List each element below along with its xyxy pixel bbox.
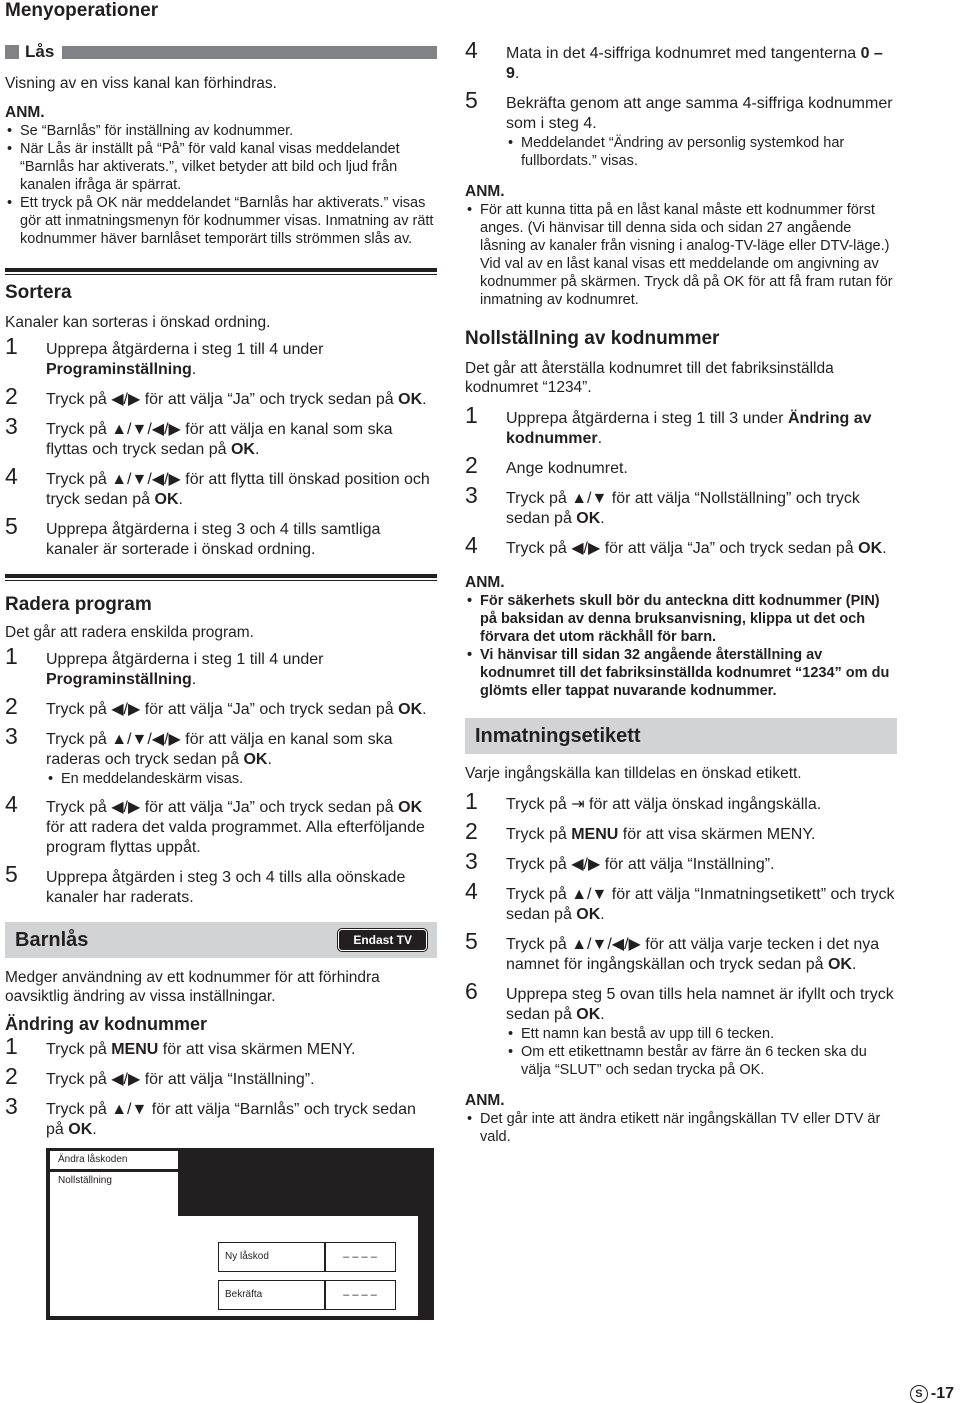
- step-text: Bekräfta genom att ange samma 4-siffriga kodnummer som i steg 4.: [506, 95, 893, 132]
- section-rule: [5, 268, 437, 275]
- barnlas-intro: Medger användning av ett kodnummer för att förhindra oavsiktlig ändring av vissa inställningar.: [5, 969, 380, 1005]
- nollstallning-anm: ANM.: [465, 574, 505, 591]
- barnlas-anm-bullet: • För att kunna titta på en låst kanal måste ett kodnummer först anges. (Vi hänvisar till denna sida och sidan 27 angående låsning av kanaler från visning i analog-TV-läge eller DTV-läge.) Vid val av en låst kanal visas ett meddelande om angivning av kodnummer på skärmen. Tryck då på OK för att få fram rutan för inmatning av kodnumret.: [465, 201, 897, 309]
- radera-title: Radera program: [5, 594, 152, 615]
- step-3: [465, 848, 897, 875]
- barnlas-title: Barnlås: [15, 928, 89, 951]
- page-number: -17: [930, 1385, 954, 1402]
- square-icon: [5, 45, 19, 59]
- step-text: Tryck på ▲/▼/◀/▶ för att välja en kanal som ska raderas och tryck sedan på: [46, 731, 393, 768]
- step-emphasis: OK: [398, 701, 423, 718]
- step-text: Upprepa åtgärderna i steg 1 till 4 under: [46, 651, 324, 668]
- step-number: 4: [465, 37, 478, 63]
- region-badge: S: [910, 1385, 928, 1403]
- step-2: [465, 452, 897, 479]
- step-5: [5, 513, 437, 560]
- step-sub-bullet: • Om ett etikettnamn består av färre än 6 tecken ska du välja “SLUT” och sedan trycka på OK.: [506, 1043, 897, 1079]
- step-5: [465, 928, 897, 975]
- nollstallning-bullet-2: • Vi hänvisar till sidan 32 angående återställning av kodnumret till det fabriksinställda kodnumret “1234” om du glömts eller tappat nuvarande kodnummer.: [465, 646, 897, 700]
- barnlas-header: [5, 922, 437, 958]
- step-1: [5, 643, 437, 690]
- new-code-field: – – – –: [324, 1242, 396, 1272]
- step-text: för att visa skärmen MENY.: [158, 1041, 356, 1058]
- barnlas-steps: [5, 1033, 437, 1140]
- step-sub-bullet: • Ett namn kan bestå av upp till 6 tecken.: [506, 1025, 897, 1043]
- step-emphasis: OK: [230, 441, 255, 458]
- new-code-label: Ny låskod: [218, 1242, 326, 1272]
- step-text: .: [600, 510, 605, 527]
- step-emphasis: OK: [154, 491, 179, 508]
- step-number: 4: [465, 532, 478, 558]
- step-text: .: [514, 65, 520, 82]
- las-anm: ANM.: [5, 104, 45, 121]
- confirm-code-field: – – – –: [324, 1280, 396, 1310]
- step-text: Tryck på ▲/▼/◀/▶ för att flytta till önskad position och tryck sedan på: [46, 471, 430, 508]
- step-text: .: [191, 671, 197, 688]
- step-emphasis: OK: [398, 391, 423, 408]
- step-3: [465, 482, 897, 529]
- step-text: Upprepa åtgärderna i steg 1 till 3 under: [506, 410, 788, 427]
- step-4: [465, 37, 897, 84]
- las-intro: Visning av en viss kanal kan förhindras.: [5, 75, 277, 92]
- inmatning-title: Inmatningsetikett: [475, 724, 641, 747]
- menu-item-andra-laskoden: Ändra låskoden: [50, 1151, 178, 1169]
- step-text: för att radera det valda programmet. Alla efterföljande program flyttas uppåt.: [46, 819, 425, 856]
- step-emphasis: OK: [68, 1121, 93, 1138]
- step-text: .: [178, 491, 183, 508]
- las-heading: [5, 44, 437, 60]
- step-emphasis: Ändring av kodnummer: [506, 410, 872, 447]
- step-text: .: [191, 361, 197, 378]
- step-number: 5: [465, 87, 478, 113]
- step-text: för att visa skärmen MENY.: [618, 826, 816, 843]
- step-number: 2: [5, 383, 18, 409]
- step-text: Tryck på ◀/▶ för att välja “Ja” och tryck sedan på: [46, 701, 399, 718]
- step-text: .: [600, 1006, 605, 1023]
- step-sub-bullet: • En meddelandeskärm visas.: [46, 770, 437, 788]
- las-bullet-3: • Ett tryck på OK när meddelandet “Barnlås har aktiverats.” visas gör att inmatningsmenyn för kodnummer visas. Inmatning av rätt kodnummer häver barnlåset temporärt tills strömmen slås av.: [5, 194, 437, 248]
- step-emphasis: OK: [243, 751, 268, 768]
- confirm-label: Bekräfta: [218, 1280, 326, 1310]
- step-5: [465, 87, 897, 134]
- step-text: Mata in det 4-siffriga kodnumret med tangenterna: [506, 45, 861, 62]
- step-text: .: [600, 906, 605, 923]
- step-text: Ange kodnumret.: [506, 460, 628, 477]
- step-number: 5: [5, 513, 18, 539]
- step-emphasis: 0 – 9: [506, 45, 883, 82]
- step-text: Upprepa åtgärderna i steg 3 och 4 tills samtliga kanaler är sorterade i önskad ordning.: [46, 521, 381, 558]
- andring-title: Ändring av kodnummer: [5, 1014, 208, 1034]
- inmatning-header: [465, 718, 897, 754]
- step-number: 4: [5, 463, 18, 489]
- step-emphasis: Programinställning: [46, 671, 192, 688]
- barnlas-steps-right: [465, 37, 897, 170]
- step-number: 1: [5, 1033, 18, 1059]
- step-text: .: [254, 441, 260, 458]
- step-number: 2: [5, 1063, 18, 1089]
- step-number: 3: [5, 1093, 18, 1119]
- heading-bar: [62, 46, 437, 59]
- inmatning-intro: Varje ingångskälla kan tilldelas en önskad etikett.: [465, 765, 802, 782]
- step-number: 5: [465, 928, 478, 954]
- menu-item-nollstallning: Nollställning: [50, 1172, 178, 1216]
- step-emphasis: OK: [576, 906, 601, 923]
- step-text: Upprepa steg 5 ovan tills hela namnet är ifyllt och tryck sedan på: [506, 986, 894, 1023]
- step-2: [5, 1063, 437, 1090]
- step-1: [465, 402, 897, 449]
- step-number: 2: [465, 818, 478, 844]
- las-heading-text: Lås: [25, 42, 55, 61]
- step-4: [465, 878, 897, 925]
- step-text: Tryck på ◀/▶ för att välja “Ja” och tryck sedan på: [46, 799, 399, 816]
- step-2: [465, 818, 897, 845]
- screen-panel: [50, 1216, 418, 1316]
- step-text: Tryck på ▲/▼ för att välja “Nollställning” och tryck sedan på: [506, 490, 860, 527]
- step-text: Upprepa åtgärden i steg 3 och 4 tills alla oönskade kanaler har raderats.: [46, 869, 406, 906]
- left-column: [5, 44, 437, 1320]
- step-number: 2: [465, 452, 478, 478]
- step-text: .: [422, 391, 427, 408]
- step-number: 3: [465, 848, 478, 874]
- step-text: Tryck på ◀/▶ för att välja “Inställning”.: [506, 856, 775, 873]
- step-text: Tryck på: [506, 826, 572, 843]
- step-3: [5, 1093, 437, 1140]
- endast-tv-badge: Endast TV: [338, 929, 427, 951]
- step-emphasis: OK: [576, 1006, 601, 1023]
- step-number: 3: [5, 723, 18, 749]
- step-1: [5, 1033, 437, 1060]
- nollstallning-intro: Det går att återställa kodnumret till det fabriksinställda kodnumret “1234”.: [465, 360, 834, 396]
- tv-screen-illustration: [46, 1148, 434, 1320]
- step-text: Tryck på ◀/▶ för att välja “Ja” och tryck sedan på: [506, 540, 859, 557]
- inmatning-anm-bullet: • Det går inte att ändra etikett när ingångskällan TV eller DTV är vald.: [465, 1110, 897, 1146]
- step-6: [465, 978, 897, 1025]
- step-text: Tryck på ▲/▼ för att välja “Barnlås” och tryck sedan på: [46, 1101, 416, 1138]
- step-3: [5, 413, 437, 460]
- step-emphasis: OK: [398, 799, 423, 816]
- step-text: .: [267, 751, 272, 768]
- step-number: 3: [465, 482, 478, 508]
- step-text: Tryck på ▲/▼ för att välja “Inmatningsetikett” och tryck sedan på: [506, 886, 895, 923]
- step-2: [5, 383, 437, 410]
- step-text: .: [882, 540, 887, 557]
- nollstallning-steps: [465, 402, 897, 559]
- step-text: Tryck på: [46, 1041, 112, 1058]
- step-5: [5, 861, 437, 908]
- step-number: 4: [5, 791, 18, 817]
- step-emphasis: OK: [576, 510, 601, 527]
- inmatning-steps: [465, 788, 897, 1079]
- step-number: 1: [465, 402, 478, 428]
- step-emphasis: Programinställning: [46, 361, 192, 378]
- page-footer: [910, 1385, 954, 1403]
- step-number: 1: [5, 333, 18, 359]
- right-column: [465, 37, 897, 1146]
- las-bullet-1: • Se “Barnlås” för inställning av kodnummer.: [5, 122, 437, 140]
- step-4: [5, 463, 437, 510]
- step-number: 4: [465, 878, 478, 904]
- step-number: 3: [5, 413, 18, 439]
- step-number: 2: [5, 693, 18, 719]
- sortera-steps: [5, 333, 437, 560]
- step-text: Tryck på ⇥ för att välja önskad ingångskälla.: [506, 796, 822, 813]
- step-emphasis: OK: [858, 540, 883, 557]
- radera-intro: Det går att radera enskilda program.: [5, 624, 254, 641]
- barnlas-anm: ANM.: [465, 183, 505, 200]
- step-text: Upprepa åtgärderna i steg 1 till 4 under: [46, 341, 324, 358]
- step-text: Tryck på ◀/▶ för att välja “Inställning”.: [46, 1071, 315, 1088]
- step-text: Tryck på ◀/▶ för att välja “Ja” och tryck sedan på: [46, 391, 399, 408]
- step-text: .: [92, 1121, 97, 1138]
- step-emphasis: MENU: [571, 826, 619, 843]
- step-number: 1: [465, 788, 478, 814]
- step-4: [465, 532, 897, 559]
- step-text: .: [422, 701, 427, 718]
- step-emphasis: MENU: [111, 1041, 159, 1058]
- nollstallning-title: Nollställning av kodnummer: [465, 328, 720, 349]
- step-text: .: [597, 430, 603, 447]
- sortera-intro: Kanaler kan sorteras i önskad ordning.: [5, 314, 271, 331]
- radera-steps: [5, 643, 437, 908]
- step-number: 1: [5, 643, 18, 669]
- step-number: 5: [5, 861, 18, 887]
- las-bullet-2: • När Lås är inställt på “På” för vald kanal visas meddelandet “Barnlås har aktiverats.”, vilket betyder att bild och ljud från kanalen ifråga är spärrat.: [5, 140, 437, 194]
- page-title: Menyoperationer: [5, 0, 159, 21]
- section-rule: [5, 574, 437, 581]
- step-3: [5, 723, 437, 770]
- step-4: [5, 791, 437, 858]
- inmatning-anm: ANM.: [465, 1092, 505, 1109]
- nollstallning-bullet-1: • För säkerhets skull bör du anteckna ditt kodnummer (PIN) på baksidan av denna bruksanvisning, klippa ut det och förvara det utom räckhåll för barn.: [465, 592, 897, 646]
- step-sub-bullet: • Meddelandet “Ändring av personlig systemkod har fullbordats.” visas.: [506, 134, 897, 170]
- step-2: [5, 693, 437, 720]
- step-text: Tryck på ▲/▼/◀/▶ för att välja en kanal som ska flyttas och tryck sedan på: [46, 421, 393, 458]
- step-emphasis: OK: [827, 956, 852, 973]
- step-1: [5, 333, 437, 380]
- step-1: [465, 788, 897, 815]
- step-text: .: [851, 956, 857, 973]
- step-text: Tryck på ▲/▼/◀/▶ för att välja varje tecken i det nya namnet för ingångskällan och tryck sedan på: [506, 936, 880, 973]
- step-number: 6: [465, 978, 478, 1004]
- sortera-title: Sortera: [5, 282, 72, 303]
